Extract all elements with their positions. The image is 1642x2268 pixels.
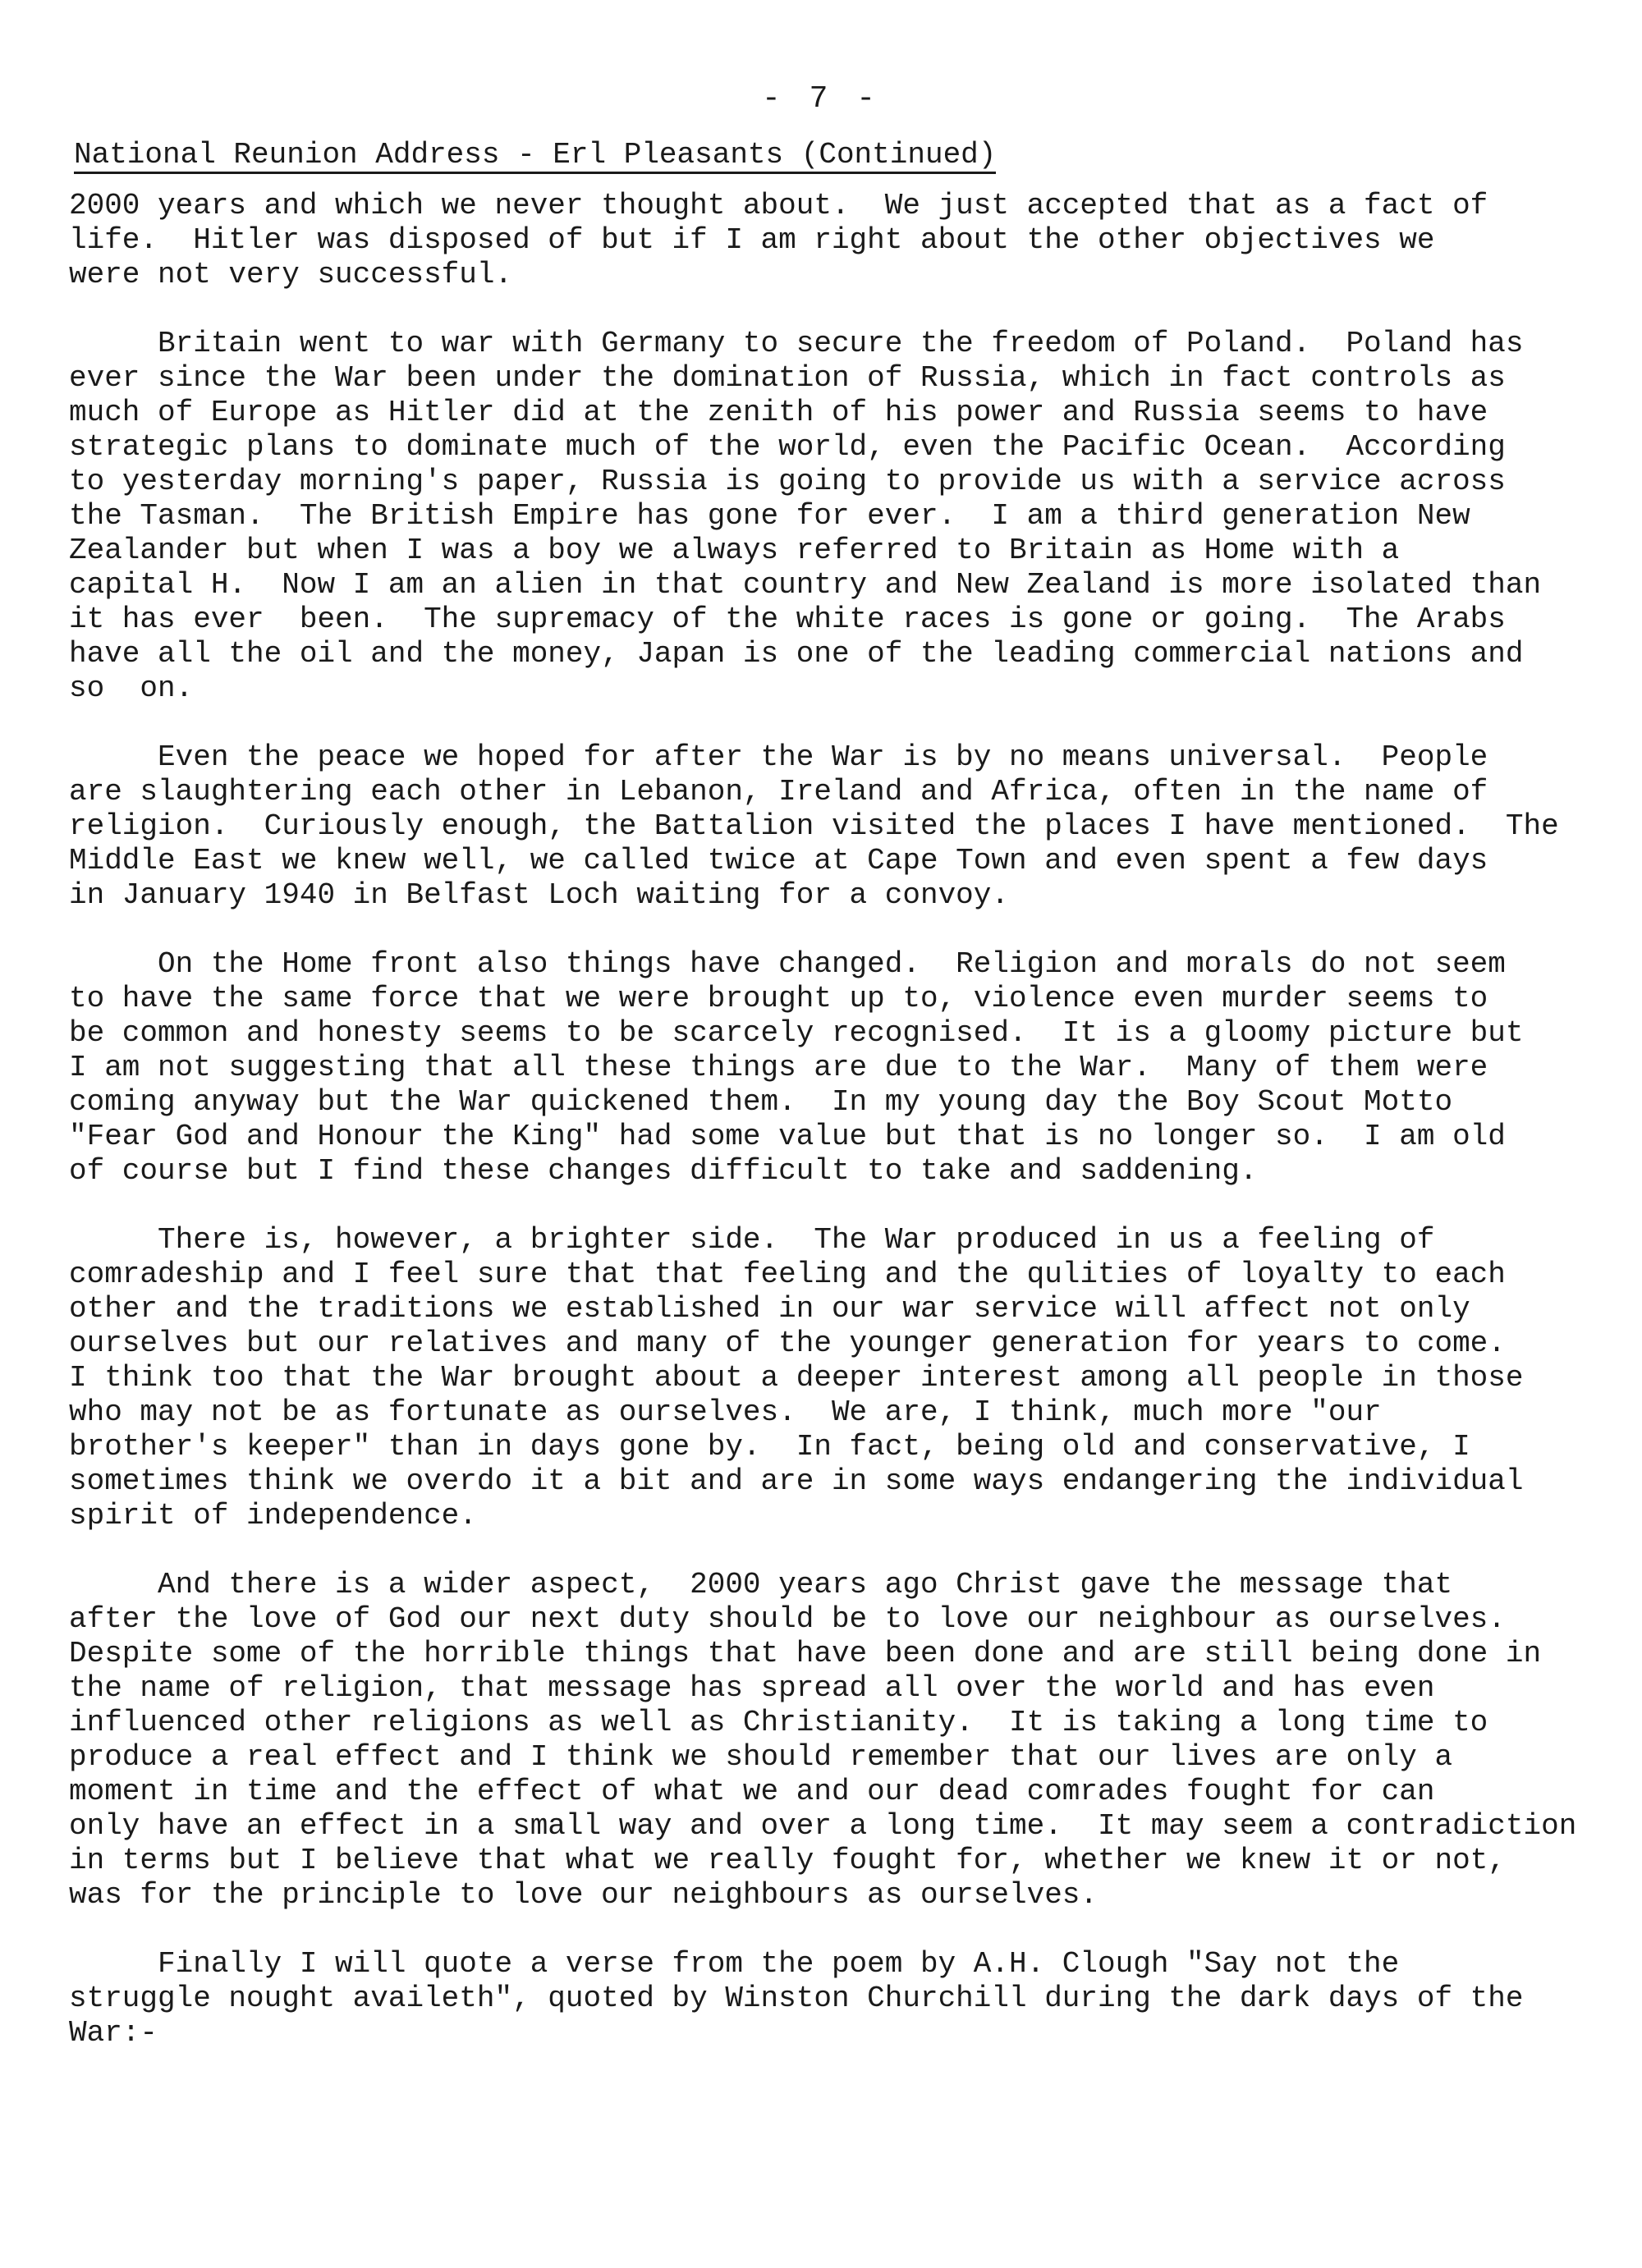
text-line: Despite some of the horrible things that have been done and are still being done in [69,1637,1542,1670]
paragraph-1 [69,189,1596,292]
text-line: after the love of God our next duty should be to love our neighbour as ourselves. [69,1602,1506,1636]
text-line: the Tasman. The British Empire has gone for ever. I am a third generation New [69,499,1470,533]
text-line: life. Hitler was disposed of but if I am right about the other objectives we [69,223,1435,257]
text-line: Britain went to war with Germany to secure the freedom of Poland. Poland has [69,327,1524,360]
page-number: - 7 - [761,81,881,117]
text-line: coming anyway but the War quickened them. In my young day the Boy Scout Motto [69,1085,1453,1119]
text-line: to yesterday morning's paper, Russia is going to provide us with a service across [69,465,1506,498]
text-line: are slaughtering each other in Lebanon, Ireland and Africa, often in the name of [69,775,1488,809]
text-line: ever since the War been under the domination of Russia, which in fact controls as [69,361,1506,395]
text-line: War:- [69,2016,158,2050]
paragraph-2 [69,327,1596,706]
text-line: was for the principle to love our neighbours as ourselves. [69,1878,1098,1912]
text-line: be common and honesty seems to be scarcely recognised. It is a gloomy picture but [69,1016,1524,1050]
text-line: the name of religion, that message has spread all over the world and has even [69,1671,1435,1705]
text-line: Finally I will quote a verse from the poem by A.H. Clough "Say not the [69,1947,1400,1981]
text-line: of course but I find these changes difficult to take and saddening. [69,1154,1258,1188]
text-line: religion. Curiously enough, the Battalion visited the places I have mentioned. The [69,809,1559,843]
text-line: On the Home front also things have changed. Religion and morals do not seem [69,947,1506,981]
text-line: only have an effect in a small way and over a long time. It may seem a contradiction [69,1809,1577,1843]
text-line: in terms but I believe that what we really fought for, whether we knew it or not, [69,1844,1506,1877]
text-line: "Fear God and Honour the King" had some value but that is no longer so. I am old [69,1120,1506,1153]
text-line: ourselves but our relatives and many of the younger generation for years to come. [69,1326,1506,1360]
text-line: have all the oil and the money, Japan is one of the leading commercial nations and [69,637,1524,671]
paragraph-6 [69,1568,1596,1913]
text-line: struggle nought availeth", quoted by Winston Churchill during the dark days of the [69,1982,1524,2015]
text-line: to have the same force that we were brought up to, violence even murder seems to [69,982,1488,1015]
text-line: Zealander but when I was a boy we always referred to Britain as Home with a [69,534,1400,567]
paragraph-4 [69,947,1596,1189]
text-line: much of Europe as Hitler did at the zenith of his power and Russia seems to have [69,396,1488,429]
text-line: Middle East we knew well, we called twice at Cape Town and even spent a few days [69,844,1488,877]
text-line: so on. [69,671,194,705]
text-line: influenced other religions as well as Christianity. It is taking a long time to [69,1706,1488,1739]
text-line: spirit of independence. [69,1499,477,1533]
text-line: I am not suggesting that all these things are due to the War. Many of them were [69,1051,1488,1084]
text-line: And there is a wider aspect, 2000 years ago Christ gave the message that [69,1568,1453,1601]
text-line: sometimes think we overdo it a bit and are in some ways endangering the individual [69,1464,1524,1498]
document-heading: National Reunion Address - Erl Pleasants (Continued) [74,138,997,172]
text-line: brother's keeper" than in days gone by. In fact, being old and conservative, I [69,1430,1470,1464]
text-line: moment in time and the effect of what we and our dead comrades fought for can [69,1775,1435,1808]
text-line: capital H. Now I am an alien in that country and New Zealand is more isolated than [69,568,1542,602]
text-line: strategic plans to dominate much of the world, even the Pacific Ocean. According [69,430,1506,464]
text-line: were not very successful. [69,258,513,291]
text-line: produce a real effect and I think we should remember that our lives are only a [69,1740,1453,1774]
text-line: in January 1940 in Belfast Loch waiting for a convoy. [69,878,1009,912]
text-line: who may not be as fortunate as ourselves. We are, I think, much more "our [69,1395,1382,1429]
text-line: Even the peace we hoped for after the War is by no means universal. People [69,740,1488,774]
text-line: other and the traditions we established in our war service will affect not only [69,1292,1470,1326]
paragraph-3 [69,740,1596,913]
text-line: There is, however, a brighter side. The War produced in us a feeling of [69,1223,1435,1257]
body-text [69,189,1596,2085]
text-line: 2000 years and which we never thought about. We just accepted that as a fact of [69,189,1488,222]
text-line: it has ever been. The supremacy of the white races is gone or going. The Arabs [69,603,1506,636]
paragraph-5 [69,1223,1596,1533]
paragraph-7 [69,1947,1596,2050]
text-line: comradeship and I feel sure that that feeling and the qulities of loyalty to each [69,1258,1506,1291]
text-line: I think too that the War brought about a deeper interest among all people in those [69,1361,1524,1395]
